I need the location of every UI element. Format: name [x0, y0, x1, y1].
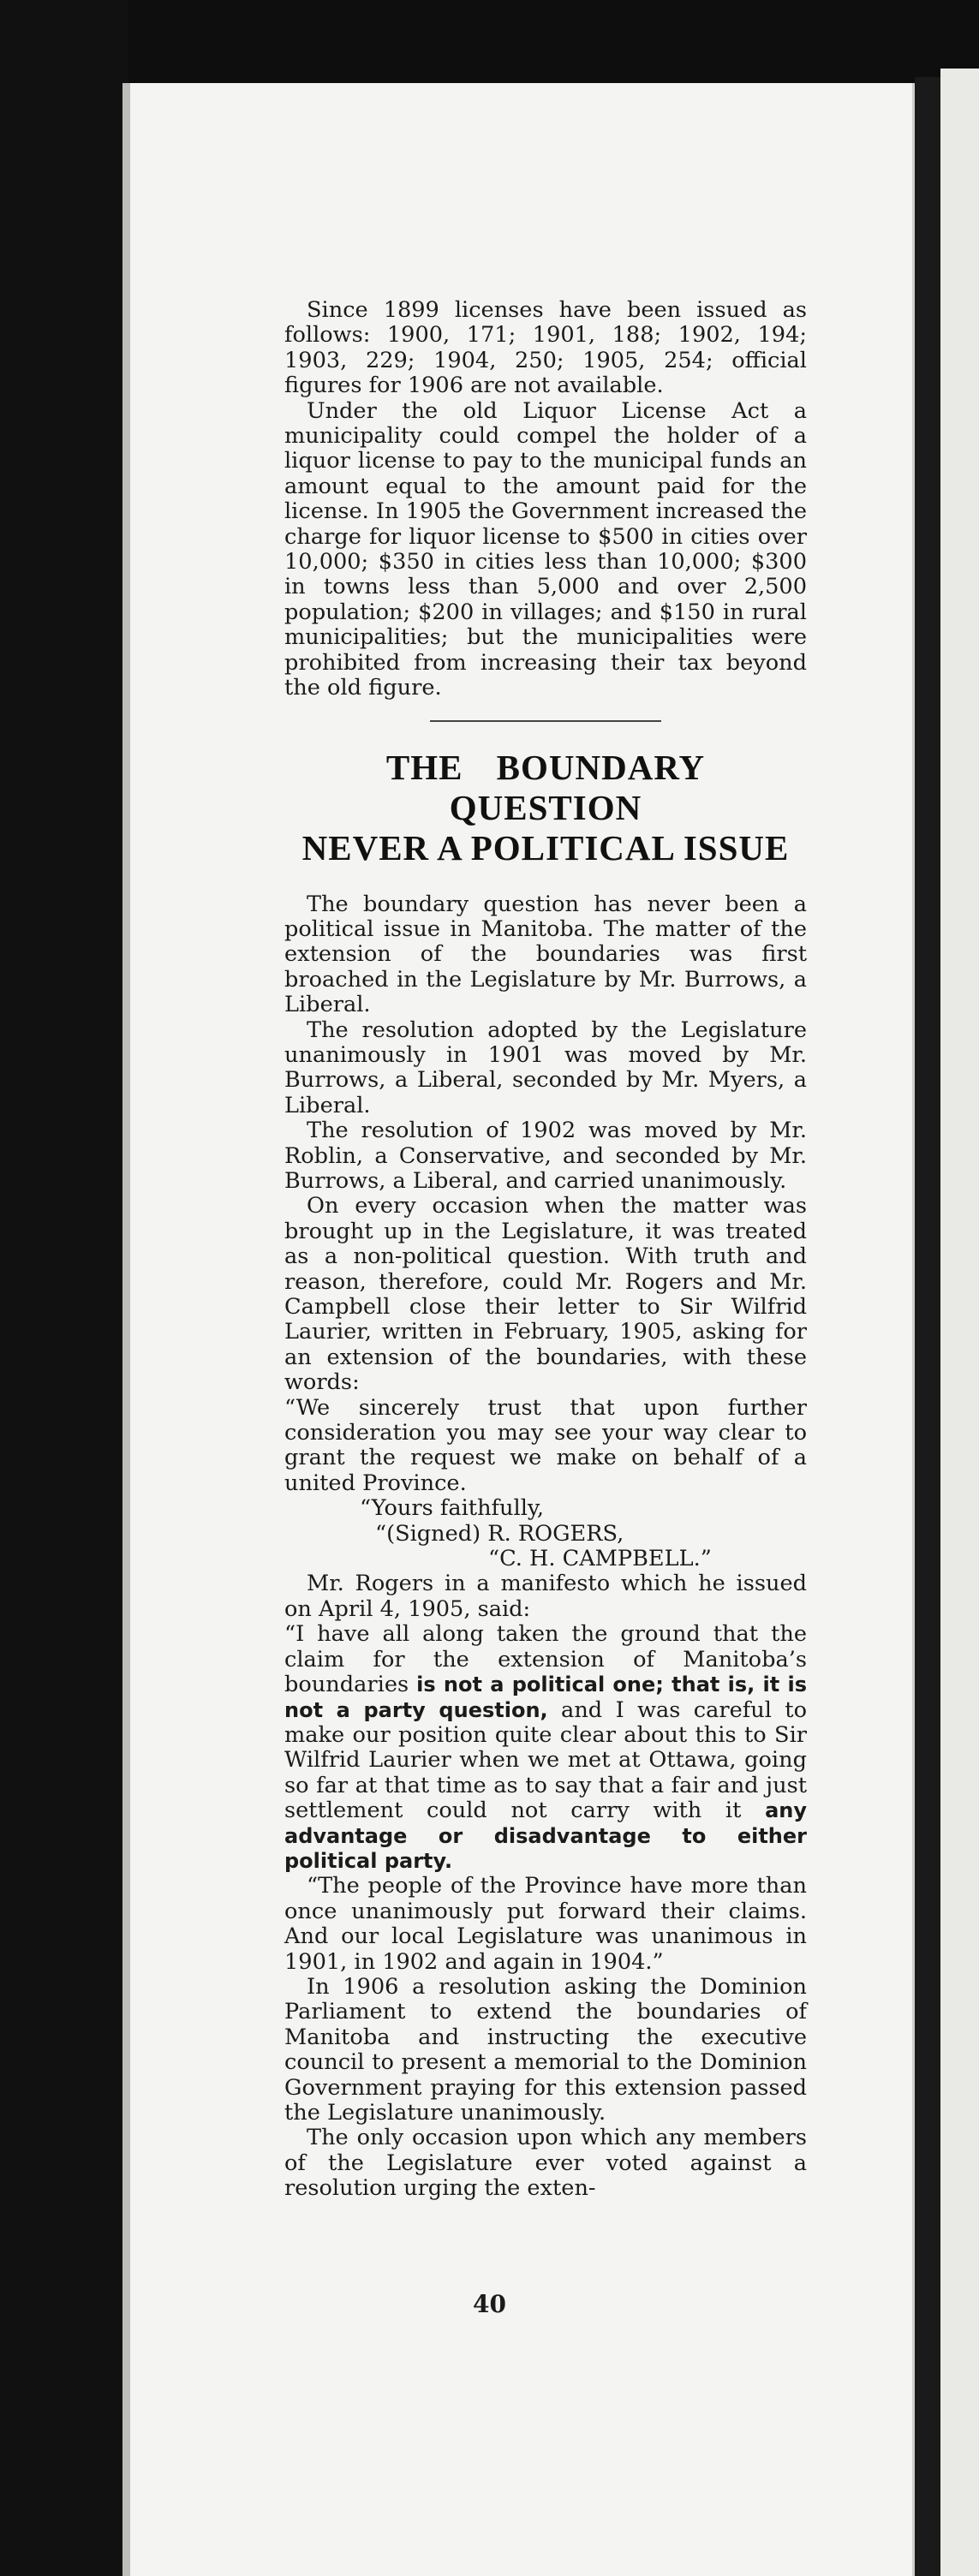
page-edge	[122, 83, 130, 2576]
body-paragraph-8: In 1906 a resolution asking the Dominion Parliament to extend the boundaries of Manitoba and instructing the executive council to present a memorial to the Dominion Government praying for this extension passed the Legislature unanimously.	[284, 1973, 807, 2126]
section-divider	[430, 720, 661, 722]
quote-closing: “Yours faithfully,	[360, 1495, 545, 1522]
manifesto-quote-c: and I was careful to make our position quite clear about this to Sir Wilfrid Laurier when we met at Ottawa, going so far at that time as to say that a fair and just settlement could not carry with it	[284, 1696, 807, 1824]
body-paragraph-7: “The people of the Province have more than once unanimously put forward their claims. And our local Legislature was unanimous in 1901, in 1902 and again in 1904.”	[284, 1873, 807, 1975]
heading-line-1: THE BOUNDARY QUESTION	[385, 747, 706, 827]
manifesto-emphasis-1: is not a political one; that is, it is not a party question,	[284, 1673, 807, 1722]
manifesto-quote	[284, 1622, 807, 1874]
text-column	[284, 298, 807, 2202]
body-paragraph-9: The only occasion upon which any members of the Legislature ever voted against a resolution urging the exten-	[284, 2125, 807, 2202]
body-paragraph-5: Mr. Rogers in a manifesto which he issued on April 4, 1905, said:	[284, 1571, 807, 1622]
quote-letter	[284, 1396, 807, 1497]
manifesto-emphasis-2: any advantage or disadvantage to either political party.	[284, 1798, 807, 1873]
body-paragraph-4: On every occasion when the matter was brought up in the Legislature, it was treated as a non-political question. With truth and reason, therefore, could Mr. Rogers and Mr. Campbell close their letter to Sir Wilfrid Laurier, written in February, 1905, asking for an extension of the boundaries, with these words:	[284, 1193, 807, 1396]
intro-paragraph-1: Since 1899 licenses have been issued as follows: 1900, 171; 1901, 188; 1902, 194; 1903, 229; 1904, 250; 1905, 254; official figures for 1906 are not available.	[284, 297, 807, 399]
intro-paragraph-2: Under the old Liquor License Act a municipality could compel the holder of a liquor license to pay to the municipal funds an amount equal to the amount paid for the license. In 1905 the Government increased the charge for liquor license to $500 in cities over 10,000; $350 in cities less than 10,000; $300 in towns less than 5,000 and over 2,500 population; $200 in villages; and $150 in rural municipalities; but the municipalities were prohibited from increasing their tax beyond the old figure.	[284, 397, 807, 701]
manifesto-quote-a: “I have all along taken the ground that the claim for the extension of Manitoba’s boundaries	[284, 1621, 807, 1698]
scan-gutter-right	[915, 77, 940, 2576]
section-heading	[284, 748, 807, 868]
scan-background-left	[0, 0, 128, 2576]
quote-signature-2: “C. H. CAMPBELL.”	[488, 1546, 712, 1572]
adjacent-page-edge	[940, 69, 979, 2576]
heading-line-2: NEVER A POLITICAL ISSUE	[301, 827, 790, 868]
quote-letter-text: “We sincerely trust that upon further consideration you may see your way clear to grant the request we make on behalf of a united Province.	[284, 1394, 807, 1496]
body-paragraph-1: The boundary question has never been a political issue in Manitoba. The matter of the extension of the boundaries was first broached in the Legislature by Mr. Burrows, a Liberal.	[284, 891, 807, 1018]
page-number: 40	[473, 2290, 506, 2318]
quote-signature-1: “(Signed) R. ROGERS,	[375, 1520, 624, 1547]
body-paragraph-2: The resolution adopted by the Legislature unanimously in 1901 was moved by Mr. Burrows, a Liberal, seconded by Mr. Myers, a Liberal.	[284, 1017, 807, 1118]
body-paragraph-3: The resolution of 1902 was moved by Mr. Roblin, a Conservative, and seconded by Mr. Burrows, a Liberal, and carried unanimously.	[284, 1118, 807, 1194]
